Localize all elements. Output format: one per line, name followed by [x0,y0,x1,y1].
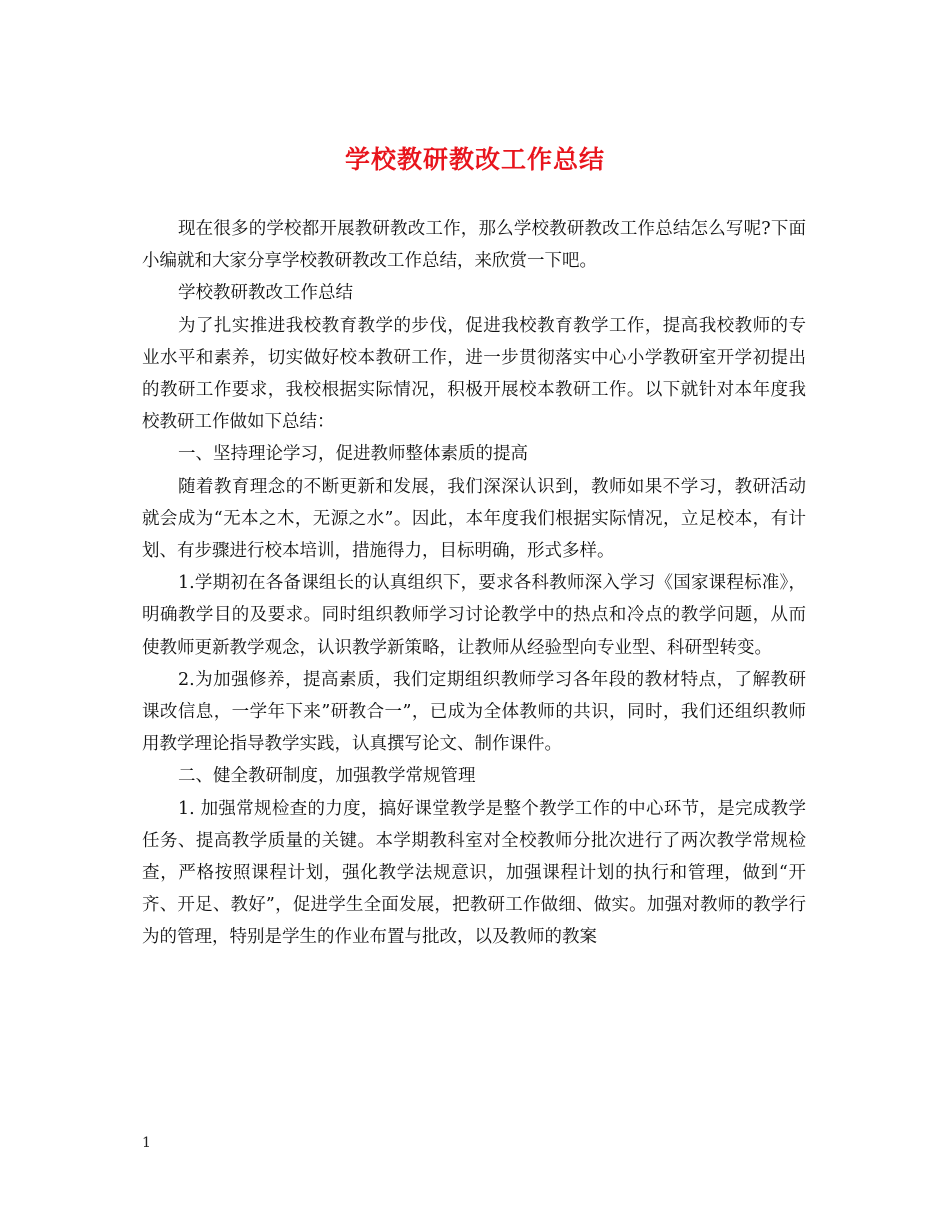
page-number: 1 [142,1135,151,1151]
paragraph-subtitle: 学校教研教改工作总结 [178,283,353,304]
section-heading-2: 二、健全教研制度，加强教学常规管理 [178,766,476,787]
document-title: 学校教研教改工作总结 [344,145,605,174]
paragraph-item-1-1: 1.学期初在各备课组长的认真组织下，要求各科教师深入学习《国家课程标准》，明确教学目的及要求。同时组织教师学习讨论教学中的热点和冷点的教学问题，从而使教师更新教学观念，认识教学新策略，让教师从经验型向专业型、科研型转变。 [142,573,806,658]
paragraph-item-2-1: 1. 加强常规检查的力度，搞好课堂教学是整个教学工作的中心环节，是完成教学任务、提高教学质量的关键。本学期教科室对全校教师分批次进行了两次教学常规检查，严格按照课程计划，强化教学法规意识，加强课程计划的执行和管理，做到“开齐、开足、教好”，促进学生全面发展，把教研工作做细、做实。加强对教师的教学行为的管理，特别是学生的作业布置与批改，以及教师的教案 [142,798,806,948]
paragraph-overview: 为了扎实推进我校教育教学的步伐，促进我校教育教学工作，提高我校教师的专业水平和素养，切实做好校本教研工作，进一步贯彻落实中心小学教研室开学初提出的教研工作要求，我校根据实际情况，积极开展校本教研工作。以下就针对本年度我校教研工作做如下总结： [142,315,806,433]
paragraph-theory: 随着教育理念的不断更新和发展，我们深深认识到，教师如果不学习，教研活动就会成为“无本之木，无源之水”。因此，本年度我们根据实际情况，立足校本，有计划、有步骤进行校本培训，措施得力，目标明确，形式多样。 [142,476,806,562]
paragraph-item-1-2: 2.为加强修养，提高素质，我们定期组织教师学习各年段的教材特点，了解教研课改信息，一学年下来”研教合一”，已成为全体教师的共识，同时，我们还组织教师用教学理论指导教学实践，认真撰写论文、制作课件。 [142,669,806,755]
document-body [142,213,806,954]
paragraph-intro: 现在很多的学校都开展教研教改工作，那么学校教研教改工作总结怎么写呢?下面小编就和大家分享学校教研教改工作总结，来欣赏一下吧。 [142,219,806,272]
section-heading-1: 一、坚持理论学习，促进教师整体素质的提高 [178,444,528,465]
